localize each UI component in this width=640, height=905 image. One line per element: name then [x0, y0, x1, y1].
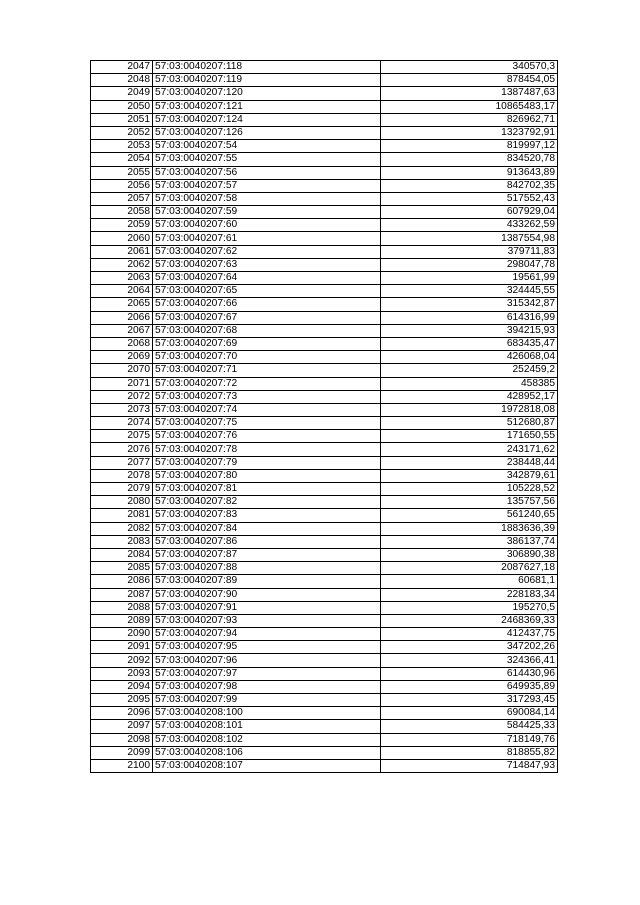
value-cell: 834520,78 [381, 153, 558, 166]
value-cell: 1972818,08 [381, 403, 558, 416]
value-cell: 1883636,39 [381, 522, 558, 535]
value-cell: 342879,61 [381, 469, 558, 482]
value-cell: 517552,43 [381, 192, 558, 205]
table-row [91, 680, 558, 693]
cadastral-number-cell: 57:03:0040208:100 [153, 707, 381, 720]
cadastral-number-cell: 57:03:0040207:66 [153, 298, 381, 311]
row-number-cell: 2096 [91, 707, 153, 720]
table-row [91, 245, 558, 258]
row-number-cell: 2085 [91, 562, 153, 575]
value-cell: 298047,78 [381, 258, 558, 271]
value-cell: 2468369,33 [381, 614, 558, 627]
cadastral-number-cell: 57:03:0040207:58 [153, 192, 381, 205]
value-cell: 458385 [381, 377, 558, 390]
table-row [91, 759, 558, 772]
table-row [91, 140, 558, 153]
row-number-cell: 2066 [91, 311, 153, 324]
value-cell: 306890,38 [381, 548, 558, 561]
row-number-cell: 2076 [91, 443, 153, 456]
value-cell: 718149,76 [381, 733, 558, 746]
row-number-cell: 2095 [91, 694, 153, 707]
value-cell: 19561,99 [381, 272, 558, 285]
row-number-cell: 2051 [91, 113, 153, 126]
row-number-cell: 2094 [91, 680, 153, 693]
row-number-cell: 2074 [91, 417, 153, 430]
row-number-cell: 2065 [91, 298, 153, 311]
cadastral-number-cell: 57:03:0040207:126 [153, 126, 381, 139]
table-row [91, 417, 558, 430]
cadastral-number-cell: 57:03:0040207:70 [153, 351, 381, 364]
cadastral-number-cell: 57:03:0040207:78 [153, 443, 381, 456]
table-row [91, 496, 558, 509]
cadastral-number-cell: 57:03:0040207:121 [153, 100, 381, 113]
value-cell: 614430,96 [381, 667, 558, 680]
cadastral-number-cell: 57:03:0040207:63 [153, 258, 381, 271]
row-number-cell: 2082 [91, 522, 153, 535]
value-cell: 315342,87 [381, 298, 558, 311]
row-number-cell: 2092 [91, 654, 153, 667]
table-row [91, 575, 558, 588]
value-cell: 649935,89 [381, 680, 558, 693]
table-row [91, 351, 558, 364]
table-row [91, 74, 558, 87]
cadastral-number-cell: 57:03:0040208:102 [153, 733, 381, 746]
table-row [91, 100, 558, 113]
table-row [91, 694, 558, 707]
cadastral-number-cell: 57:03:0040207:71 [153, 364, 381, 377]
cadastral-number-cell: 57:03:0040207:60 [153, 219, 381, 232]
value-cell: 913643,89 [381, 166, 558, 179]
cadastral-number-cell: 57:03:0040207:81 [153, 483, 381, 496]
table-row [91, 166, 558, 179]
table-row [91, 483, 558, 496]
value-cell: 683435,47 [381, 337, 558, 350]
cadastral-number-cell: 57:03:0040207:93 [153, 614, 381, 627]
row-number-cell: 2080 [91, 496, 153, 509]
row-number-cell: 2097 [91, 720, 153, 733]
cadastral-number-cell: 57:03:0040207:97 [153, 667, 381, 680]
table-row [91, 535, 558, 548]
value-cell: 433262,59 [381, 219, 558, 232]
value-cell: 228183,34 [381, 588, 558, 601]
table-row [91, 126, 558, 139]
value-cell: 842702,35 [381, 179, 558, 192]
cadastral-number-cell: 57:03:0040208:106 [153, 746, 381, 759]
row-number-cell: 2086 [91, 575, 153, 588]
row-number-cell: 2048 [91, 74, 153, 87]
value-cell: 379711,83 [381, 245, 558, 258]
value-cell: 340570,3 [381, 61, 558, 74]
table-row [91, 601, 558, 614]
value-cell: 105228,52 [381, 483, 558, 496]
value-cell: 317293,45 [381, 694, 558, 707]
cadastral-number-cell: 57:03:0040207:75 [153, 417, 381, 430]
table-row [91, 469, 558, 482]
row-number-cell: 2093 [91, 667, 153, 680]
value-cell: 324445,55 [381, 285, 558, 298]
row-number-cell: 2047 [91, 61, 153, 74]
cadastral-number-cell: 57:03:0040207:87 [153, 548, 381, 561]
cadastral-number-cell: 57:03:0040207:120 [153, 87, 381, 100]
cadastral-number-cell: 57:03:0040207:54 [153, 140, 381, 153]
row-number-cell: 2098 [91, 733, 153, 746]
row-number-cell: 2089 [91, 614, 153, 627]
cadastral-number-cell: 57:03:0040207:82 [153, 496, 381, 509]
row-number-cell: 2075 [91, 430, 153, 443]
value-cell: 252459,2 [381, 364, 558, 377]
row-number-cell: 2100 [91, 759, 153, 772]
table-row [91, 720, 558, 733]
table-row [91, 285, 558, 298]
cadastral-number-cell: 57:03:0040207:68 [153, 324, 381, 337]
row-number-cell: 2053 [91, 140, 153, 153]
cadastral-number-cell: 57:03:0040207:80 [153, 469, 381, 482]
cadastral-number-cell: 57:03:0040207:118 [153, 61, 381, 74]
value-cell: 714847,93 [381, 759, 558, 772]
table-row [91, 61, 558, 74]
table-row [91, 179, 558, 192]
row-number-cell: 2057 [91, 192, 153, 205]
table-row [91, 403, 558, 416]
cadastral-number-cell: 57:03:0040207:86 [153, 535, 381, 548]
value-cell: 238448,44 [381, 456, 558, 469]
table-row [91, 614, 558, 627]
table-row [91, 456, 558, 469]
table-row [91, 87, 558, 100]
row-number-cell: 2084 [91, 548, 153, 561]
cadastral-number-cell: 57:03:0040207:73 [153, 390, 381, 403]
row-number-cell: 2072 [91, 390, 153, 403]
cadastral-number-cell: 57:03:0040207:96 [153, 654, 381, 667]
table-row [91, 272, 558, 285]
row-number-cell: 2069 [91, 351, 153, 364]
row-number-cell: 2090 [91, 628, 153, 641]
table-row [91, 232, 558, 245]
table-row [91, 443, 558, 456]
cadastral-number-cell: 57:03:0040207:55 [153, 153, 381, 166]
table-row [91, 588, 558, 601]
cadastral-number-cell: 57:03:0040207:72 [153, 377, 381, 390]
value-cell: 690084,14 [381, 707, 558, 720]
value-cell: 1387554,98 [381, 232, 558, 245]
value-cell: 819997,12 [381, 140, 558, 153]
cadastral-number-cell: 57:03:0040207:99 [153, 694, 381, 707]
row-number-cell: 2049 [91, 87, 153, 100]
table-row [91, 219, 558, 232]
cadastral-number-cell: 57:03:0040207:76 [153, 430, 381, 443]
value-cell: 171650,55 [381, 430, 558, 443]
table-row [91, 390, 558, 403]
row-number-cell: 2055 [91, 166, 153, 179]
table-row [91, 641, 558, 654]
value-cell: 135757,56 [381, 496, 558, 509]
row-number-cell: 2070 [91, 364, 153, 377]
value-cell: 10865483,17 [381, 100, 558, 113]
table-row [91, 311, 558, 324]
cadastral-number-cell: 57:03:0040207:94 [153, 628, 381, 641]
row-number-cell: 2087 [91, 588, 153, 601]
value-cell: 347202,26 [381, 641, 558, 654]
row-number-cell: 2067 [91, 324, 153, 337]
cadastral-number-cell: 57:03:0040207:69 [153, 337, 381, 350]
table-body [91, 61, 558, 773]
table-row [91, 337, 558, 350]
value-cell: 878454,05 [381, 74, 558, 87]
table-row [91, 258, 558, 271]
cadastral-number-cell: 57:03:0040207:91 [153, 601, 381, 614]
table-row [91, 206, 558, 219]
table-row [91, 654, 558, 667]
value-cell: 607929,04 [381, 206, 558, 219]
table-row [91, 113, 558, 126]
cadastral-number-cell: 57:03:0040208:101 [153, 720, 381, 733]
row-number-cell: 2099 [91, 746, 153, 759]
row-number-cell: 2078 [91, 469, 153, 482]
table-row [91, 746, 558, 759]
table-row [91, 548, 558, 561]
row-number-cell: 2091 [91, 641, 153, 654]
value-cell: 614316,99 [381, 311, 558, 324]
row-number-cell: 2054 [91, 153, 153, 166]
cadastral-number-cell: 57:03:0040207:88 [153, 562, 381, 575]
row-number-cell: 2061 [91, 245, 153, 258]
value-cell: 584425,33 [381, 720, 558, 733]
table-row [91, 377, 558, 390]
value-cell: 243171,62 [381, 443, 558, 456]
cadastral-number-cell: 57:03:0040207:61 [153, 232, 381, 245]
row-number-cell: 2077 [91, 456, 153, 469]
cadastral-number-cell: 57:03:0040207:89 [153, 575, 381, 588]
row-number-cell: 2064 [91, 285, 153, 298]
value-cell: 1387487,63 [381, 87, 558, 100]
value-cell: 428952,17 [381, 390, 558, 403]
table-row [91, 192, 558, 205]
row-number-cell: 2062 [91, 258, 153, 271]
cadastral-number-cell: 57:03:0040207:124 [153, 113, 381, 126]
table-row [91, 522, 558, 535]
table-row [91, 430, 558, 443]
row-number-cell: 2071 [91, 377, 153, 390]
table-row [91, 562, 558, 575]
cadastral-number-cell: 57:03:0040207:65 [153, 285, 381, 298]
table-row [91, 707, 558, 720]
row-number-cell: 2079 [91, 483, 153, 496]
cadastral-number-cell: 57:03:0040207:90 [153, 588, 381, 601]
cadastral-number-cell: 57:03:0040207:56 [153, 166, 381, 179]
table-row [91, 324, 558, 337]
value-cell: 394215,93 [381, 324, 558, 337]
table-row [91, 153, 558, 166]
cadastral-number-cell: 57:03:0040207:83 [153, 509, 381, 522]
table-row [91, 298, 558, 311]
cadastral-number-cell: 57:03:0040207:57 [153, 179, 381, 192]
row-number-cell: 2050 [91, 100, 153, 113]
cadastral-number-cell: 57:03:0040207:98 [153, 680, 381, 693]
cadastral-number-cell: 57:03:0040207:79 [153, 456, 381, 469]
row-number-cell: 2060 [91, 232, 153, 245]
row-number-cell: 2063 [91, 272, 153, 285]
value-cell: 1323792,91 [381, 126, 558, 139]
cadastral-number-cell: 57:03:0040207:64 [153, 272, 381, 285]
value-cell: 412437,75 [381, 628, 558, 641]
row-number-cell: 2083 [91, 535, 153, 548]
value-cell: 826962,71 [381, 113, 558, 126]
row-number-cell: 2058 [91, 206, 153, 219]
table-row [91, 364, 558, 377]
value-cell: 60681,1 [381, 575, 558, 588]
value-cell: 818855,82 [381, 746, 558, 759]
value-cell: 386137,74 [381, 535, 558, 548]
table-row [91, 509, 558, 522]
value-cell: 2087627,18 [381, 562, 558, 575]
value-cell: 195270,5 [381, 601, 558, 614]
row-number-cell: 2088 [91, 601, 153, 614]
row-number-cell: 2056 [91, 179, 153, 192]
row-number-cell: 2068 [91, 337, 153, 350]
cadastral-number-cell: 57:03:0040207:95 [153, 641, 381, 654]
cadastral-number-cell: 57:03:0040207:119 [153, 74, 381, 87]
cadastral-number-cell: 57:03:0040207:84 [153, 522, 381, 535]
cadastral-number-cell: 57:03:0040207:67 [153, 311, 381, 324]
value-cell: 426068,04 [381, 351, 558, 364]
table-row [91, 628, 558, 641]
value-cell: 512680,87 [381, 417, 558, 430]
row-number-cell: 2059 [91, 219, 153, 232]
table-row [91, 667, 558, 680]
cadastral-number-cell: 57:03:0040207:62 [153, 245, 381, 258]
cadastral-value-table [90, 60, 558, 773]
row-number-cell: 2073 [91, 403, 153, 416]
row-number-cell: 2081 [91, 509, 153, 522]
value-cell: 561240,65 [381, 509, 558, 522]
cadastral-number-cell: 57:03:0040207:59 [153, 206, 381, 219]
cadastral-number-cell: 57:03:0040208:107 [153, 759, 381, 772]
value-cell: 324366,41 [381, 654, 558, 667]
cadastral-number-cell: 57:03:0040207:74 [153, 403, 381, 416]
row-number-cell: 2052 [91, 126, 153, 139]
table-row [91, 733, 558, 746]
